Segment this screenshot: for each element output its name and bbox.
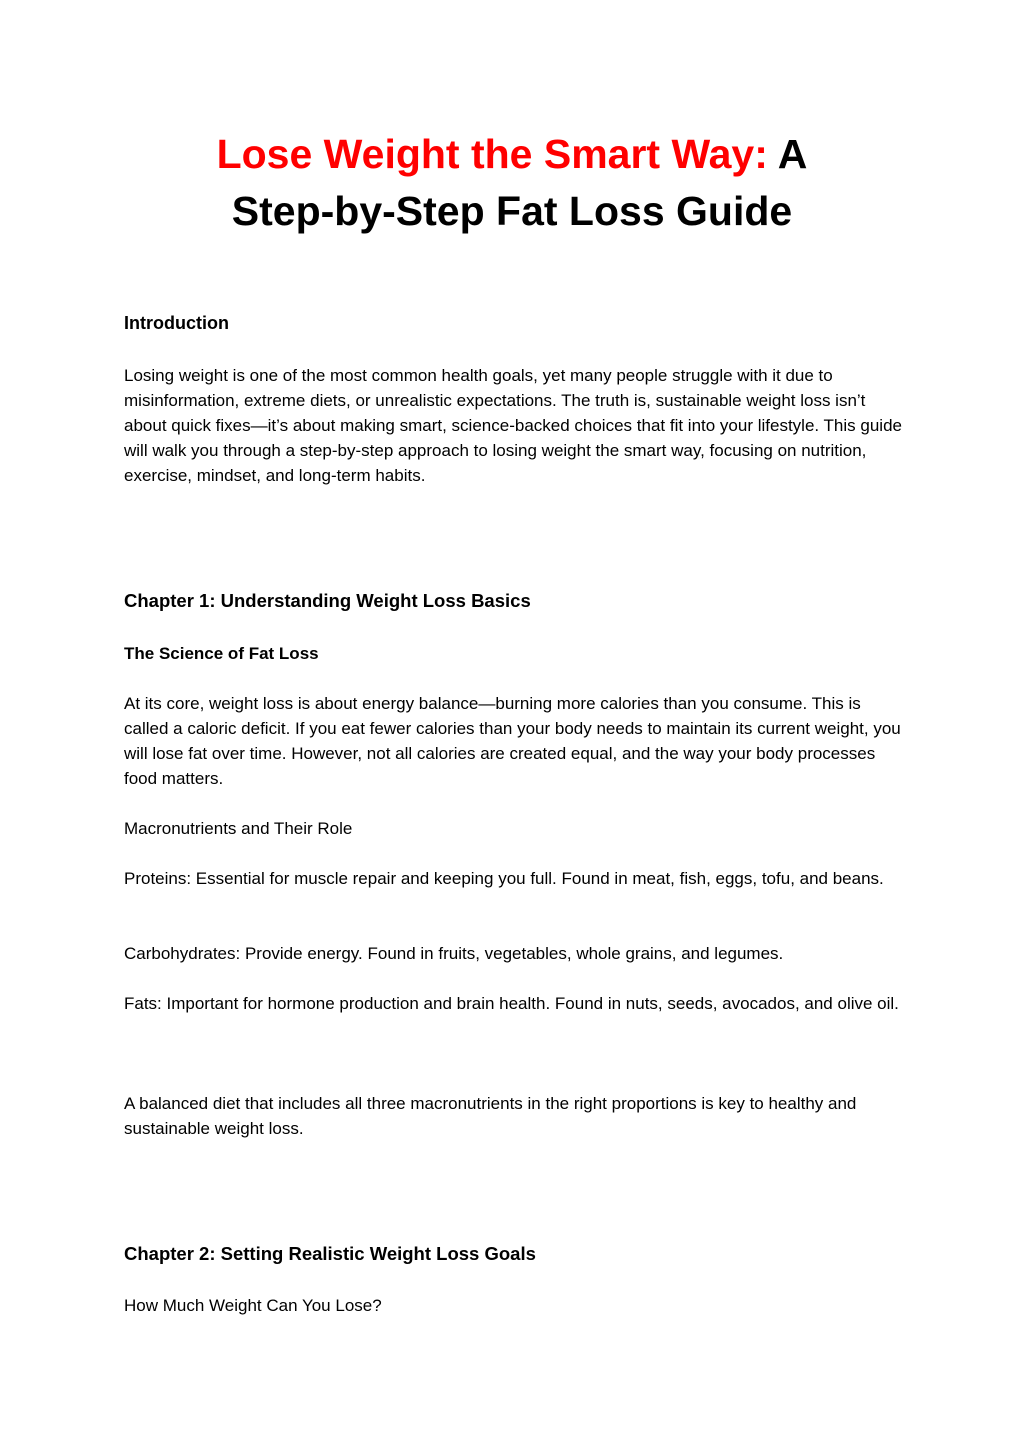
proteins-paragraph: Proteins: Essential for muscle repair and keeping you full. Found in meat, fish, eggs, tofu, and beans. <box>124 869 884 888</box>
fats-paragraph: Fats: Important for hormone production and brain health. Found in nuts, seeds, avocados, and olive oil. <box>124 994 899 1013</box>
chapter2-subheading: How Much Weight Can You Lose? <box>124 1296 382 1315</box>
title-rest: A <box>777 131 808 177</box>
balanced-diet-paragraph: A balanced diet that includes all three macronutrients in the right proportions is key to healthy and sustainable weight loss. <box>124 1094 857 1138</box>
chapter2-heading: Chapter 2: Setting Realistic Weight Loss Goals <box>124 1243 536 1264</box>
carbohydrates-paragraph: Carbohydrates: Provide energy. Found in fruits, vegetables, whole grains, and legumes. <box>124 944 784 963</box>
title-accent: Lose Weight the Smart Way: <box>216 131 768 177</box>
title-line2: Step-by-Step Fat Loss Guide <box>231 188 793 234</box>
introduction-paragraph: Losing weight is one of the most common health goals, yet many people struggle with it due to misinformation, extreme diets, or unrealistic expectations. The truth is, sustainable weight loss isn’t about quick fixes—it’s about making smart, science-backed choices that fit into your lifestyle. This guide will walk you through a step-by-step approach to losing weight the smart way, focusing on nutrition, exercise, mindset, and long-term habits. <box>124 366 902 485</box>
document-title <box>100 126 924 240</box>
chapter1-heading: Chapter 1: Understanding Weight Loss Basics <box>124 590 531 611</box>
macronutrients-label: Macronutrients and Their Role <box>124 819 353 838</box>
introduction-heading: Introduction <box>124 313 229 333</box>
chapter1-paragraph: At its core, weight loss is about energy balance—burning more calories than you consume. This is called a caloric deficit. If you eat fewer calories than your body needs to maintain its current weight, you will lose fat over time. However, not all calories are created equal, and the way your body processes food matters. <box>124 694 901 788</box>
chapter1-subheading: The Science of Fat Loss <box>124 644 319 663</box>
